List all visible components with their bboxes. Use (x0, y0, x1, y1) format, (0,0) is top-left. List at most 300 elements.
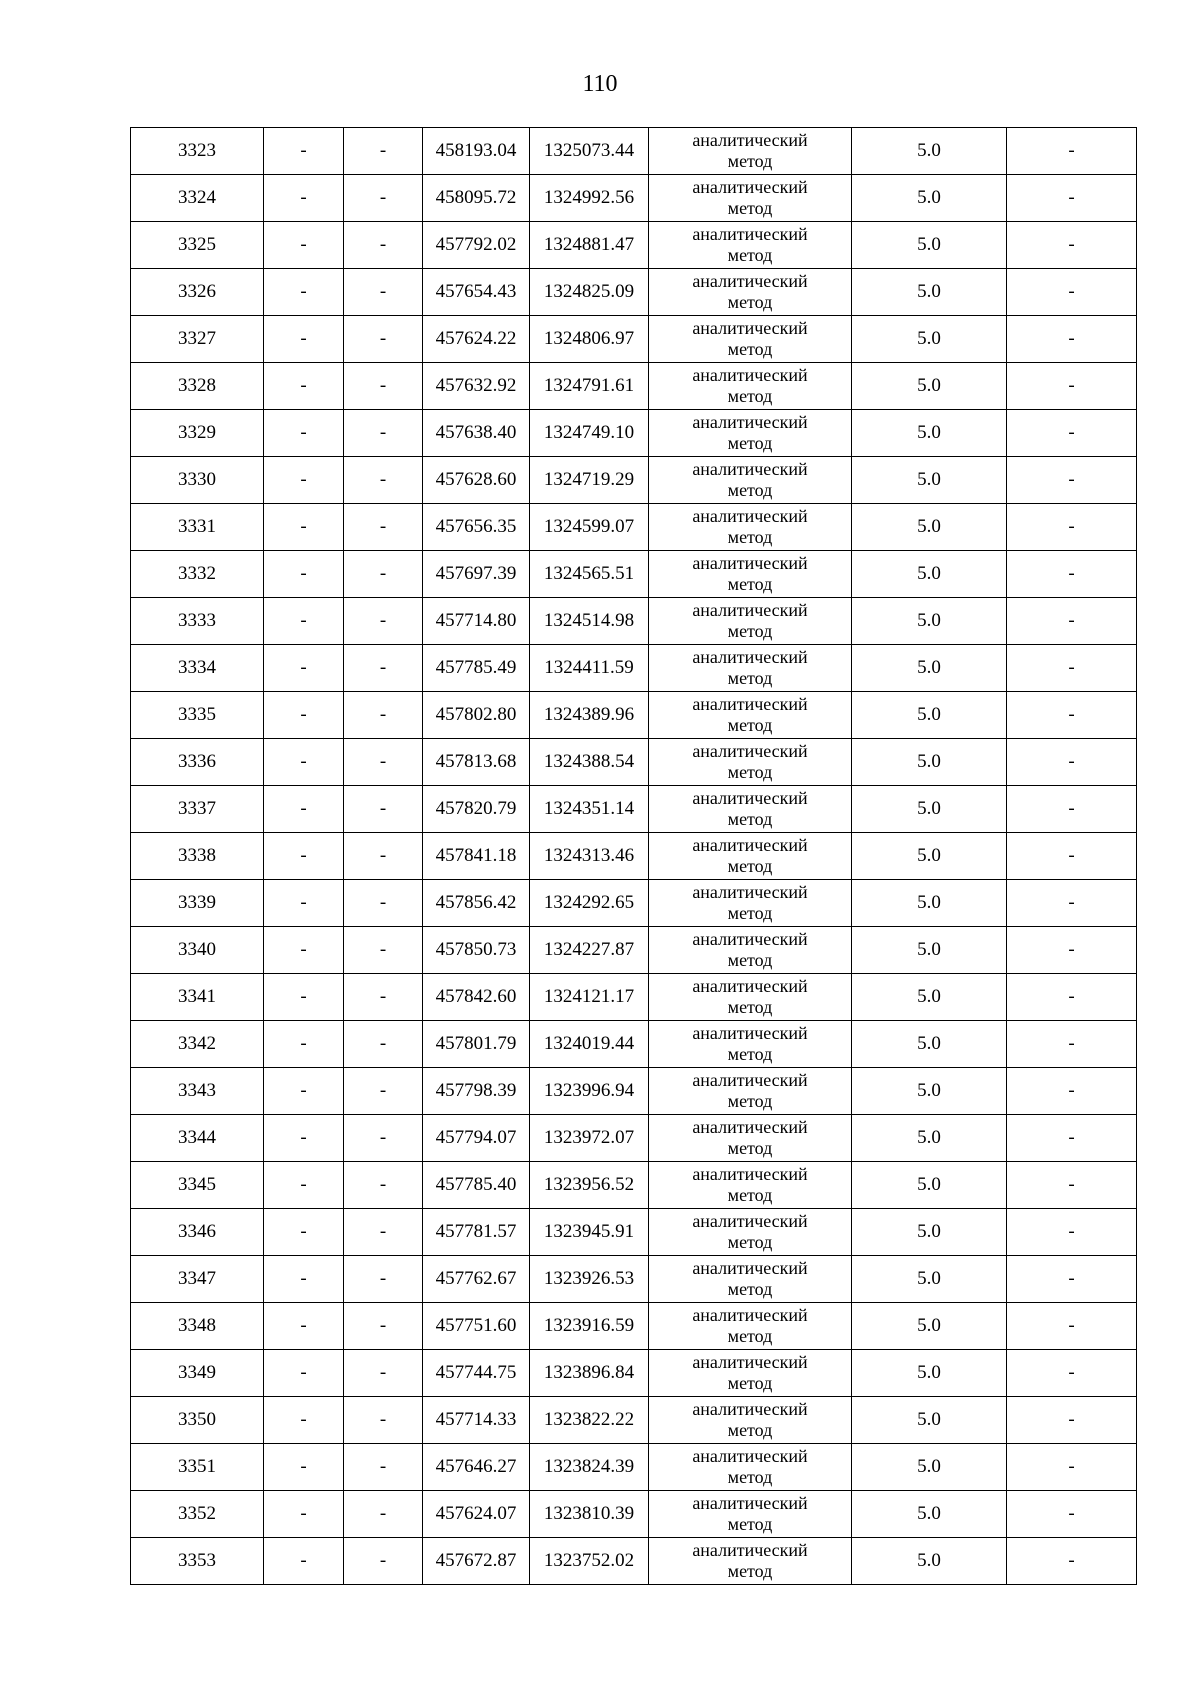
method-line-2: метод (727, 1420, 773, 1440)
table-row (131, 1209, 1137, 1256)
empty-cell: - (1007, 1209, 1137, 1256)
empty-cell: - (264, 1444, 344, 1491)
table-row (131, 1115, 1137, 1162)
x-coordinate-cell: 457656.35 (423, 504, 530, 551)
y-coordinate-cell: 1324881.47 (530, 222, 649, 269)
empty-cell: - (1007, 504, 1137, 551)
method-line-2: метод (727, 1514, 773, 1534)
method-line-1: аналитический (692, 1305, 808, 1325)
method-line-2: метод (727, 1232, 773, 1252)
method-line-1: аналитический (692, 788, 808, 808)
method-line-1: аналитический (692, 553, 808, 573)
method-cell (649, 1162, 852, 1209)
method-line-2: метод (727, 386, 773, 406)
empty-cell: - (344, 551, 423, 598)
x-coordinate-cell: 457638.40 (423, 410, 530, 457)
y-coordinate-cell: 1324121.17 (530, 974, 649, 1021)
method-cell (649, 833, 852, 880)
empty-cell: - (344, 692, 423, 739)
point-number-cell: 3347 (131, 1256, 264, 1303)
empty-cell: - (264, 1209, 344, 1256)
method-line-1: аналитический (692, 694, 808, 714)
point-number-cell: 3344 (131, 1115, 264, 1162)
x-coordinate-cell: 457792.02 (423, 222, 530, 269)
x-coordinate-cell: 457762.67 (423, 1256, 530, 1303)
method-cell (649, 739, 852, 786)
accuracy-cell: 5.0 (852, 1350, 1007, 1397)
method-line-1: аналитический (692, 1070, 808, 1090)
method-line-1: аналитический (692, 1258, 808, 1278)
x-coordinate-cell: 457624.22 (423, 316, 530, 363)
y-coordinate-cell: 1323896.84 (530, 1350, 649, 1397)
y-coordinate-cell: 1324719.29 (530, 457, 649, 504)
empty-cell: - (264, 1303, 344, 1350)
x-coordinate-cell: 457697.39 (423, 551, 530, 598)
empty-cell: - (344, 316, 423, 363)
method-line-1: аналитический (692, 882, 808, 902)
x-coordinate-cell: 457798.39 (423, 1068, 530, 1115)
x-coordinate-cell: 457842.60 (423, 974, 530, 1021)
method-line-2: метод (727, 1091, 773, 1111)
point-number-cell: 3330 (131, 457, 264, 504)
y-coordinate-cell: 1323752.02 (530, 1538, 649, 1585)
method-cell (649, 1209, 852, 1256)
point-number-cell: 3327 (131, 316, 264, 363)
empty-cell: - (344, 457, 423, 504)
empty-cell: - (344, 1115, 423, 1162)
empty-cell: - (344, 880, 423, 927)
point-number-cell: 3328 (131, 363, 264, 410)
method-line-1: аналитический (692, 741, 808, 761)
table-row (131, 739, 1137, 786)
method-cell (649, 1068, 852, 1115)
point-number-cell: 3348 (131, 1303, 264, 1350)
table-row (131, 1350, 1137, 1397)
empty-cell: - (344, 1397, 423, 1444)
method-line-1: аналитический (692, 1023, 808, 1043)
method-cell (649, 1021, 852, 1068)
empty-cell: - (264, 833, 344, 880)
y-coordinate-cell: 1324411.59 (530, 645, 649, 692)
method-cell (649, 1397, 852, 1444)
method-cell (649, 645, 852, 692)
method-line-2: метод (727, 433, 773, 453)
empty-cell: - (1007, 598, 1137, 645)
table-row (131, 1021, 1137, 1068)
point-number-cell: 3342 (131, 1021, 264, 1068)
method-cell (649, 1491, 852, 1538)
method-line-2: метод (727, 997, 773, 1017)
table-row (131, 1491, 1137, 1538)
table-row (131, 598, 1137, 645)
y-coordinate-cell: 1324992.56 (530, 175, 649, 222)
point-number-cell: 3343 (131, 1068, 264, 1115)
empty-cell: - (344, 1444, 423, 1491)
empty-cell: - (264, 1021, 344, 1068)
x-coordinate-cell: 457714.33 (423, 1397, 530, 1444)
y-coordinate-cell: 1323822.22 (530, 1397, 649, 1444)
empty-cell: - (344, 1068, 423, 1115)
method-line-1: аналитический (692, 1211, 808, 1231)
empty-cell: - (264, 739, 344, 786)
y-coordinate-cell: 1324313.46 (530, 833, 649, 880)
method-line-1: аналитический (692, 647, 808, 667)
method-cell (649, 974, 852, 1021)
table-row (131, 410, 1137, 457)
empty-cell: - (1007, 786, 1137, 833)
accuracy-cell: 5.0 (852, 786, 1007, 833)
y-coordinate-cell: 1323972.07 (530, 1115, 649, 1162)
x-coordinate-cell: 457744.75 (423, 1350, 530, 1397)
empty-cell: - (1007, 739, 1137, 786)
accuracy-cell: 5.0 (852, 457, 1007, 504)
x-coordinate-cell: 458095.72 (423, 175, 530, 222)
y-coordinate-cell: 1324791.61 (530, 363, 649, 410)
empty-cell: - (1007, 128, 1137, 175)
empty-cell: - (344, 128, 423, 175)
point-number-cell: 3333 (131, 598, 264, 645)
method-cell (649, 692, 852, 739)
accuracy-cell: 5.0 (852, 739, 1007, 786)
point-number-cell: 3346 (131, 1209, 264, 1256)
empty-cell: - (264, 363, 344, 410)
accuracy-cell: 5.0 (852, 974, 1007, 1021)
table-row (131, 786, 1137, 833)
empty-cell: - (1007, 1303, 1137, 1350)
empty-cell: - (1007, 1162, 1137, 1209)
empty-cell: - (1007, 1444, 1137, 1491)
method-line-1: аналитический (692, 929, 808, 949)
empty-cell: - (1007, 833, 1137, 880)
empty-cell: - (1007, 269, 1137, 316)
accuracy-cell: 5.0 (852, 128, 1007, 175)
empty-cell: - (264, 269, 344, 316)
method-cell (649, 1115, 852, 1162)
accuracy-cell: 5.0 (852, 1491, 1007, 1538)
empty-cell: - (264, 974, 344, 1021)
empty-cell: - (344, 1162, 423, 1209)
method-line-2: метод (727, 903, 773, 923)
x-coordinate-cell: 457813.68 (423, 739, 530, 786)
x-coordinate-cell: 457850.73 (423, 927, 530, 974)
method-cell (649, 1256, 852, 1303)
empty-cell: - (264, 1068, 344, 1115)
empty-cell: - (264, 786, 344, 833)
method-line-2: метод (727, 1561, 773, 1581)
y-coordinate-cell: 1324351.14 (530, 786, 649, 833)
point-number-cell: 3345 (131, 1162, 264, 1209)
method-cell (649, 551, 852, 598)
point-number-cell: 3336 (131, 739, 264, 786)
x-coordinate-cell: 457751.60 (423, 1303, 530, 1350)
method-line-1: аналитический (692, 365, 808, 385)
x-coordinate-cell: 457714.80 (423, 598, 530, 645)
empty-cell: - (344, 1491, 423, 1538)
accuracy-cell: 5.0 (852, 1162, 1007, 1209)
accuracy-cell: 5.0 (852, 1538, 1007, 1585)
empty-cell: - (1007, 1538, 1137, 1585)
x-coordinate-cell: 457841.18 (423, 833, 530, 880)
empty-cell: - (264, 880, 344, 927)
method-line-1: аналитический (692, 271, 808, 291)
method-cell (649, 316, 852, 363)
accuracy-cell: 5.0 (852, 927, 1007, 974)
point-number-cell: 3340 (131, 927, 264, 974)
accuracy-cell: 5.0 (852, 1397, 1007, 1444)
method-line-1: аналитический (692, 318, 808, 338)
y-coordinate-cell: 1324389.96 (530, 692, 649, 739)
method-line-2: метод (727, 856, 773, 876)
empty-cell: - (344, 175, 423, 222)
accuracy-cell: 5.0 (852, 1068, 1007, 1115)
empty-cell: - (264, 1162, 344, 1209)
empty-cell: - (344, 1209, 423, 1256)
point-number-cell: 3326 (131, 269, 264, 316)
method-cell (649, 175, 852, 222)
method-cell (649, 880, 852, 927)
point-number-cell: 3334 (131, 645, 264, 692)
empty-cell: - (264, 222, 344, 269)
empty-cell: - (264, 1538, 344, 1585)
method-line-1: аналитический (692, 506, 808, 526)
empty-cell: - (1007, 175, 1137, 222)
empty-cell: - (344, 1350, 423, 1397)
method-line-2: метод (727, 245, 773, 265)
method-line-2: метод (727, 1185, 773, 1205)
empty-cell: - (1007, 974, 1137, 1021)
method-line-2: метод (727, 715, 773, 735)
empty-cell: - (344, 1303, 423, 1350)
x-coordinate-cell: 457802.80 (423, 692, 530, 739)
method-cell (649, 457, 852, 504)
empty-cell: - (1007, 645, 1137, 692)
y-coordinate-cell: 1324227.87 (530, 927, 649, 974)
empty-cell: - (1007, 692, 1137, 739)
point-number-cell: 3324 (131, 175, 264, 222)
method-line-1: аналитический (692, 412, 808, 432)
table-row (131, 316, 1137, 363)
empty-cell: - (1007, 1256, 1137, 1303)
accuracy-cell: 5.0 (852, 551, 1007, 598)
table-row (131, 363, 1137, 410)
method-line-1: аналитический (692, 1540, 808, 1560)
table-row (131, 1444, 1137, 1491)
method-line-1: аналитический (692, 130, 808, 150)
accuracy-cell: 5.0 (852, 1209, 1007, 1256)
x-coordinate-cell: 457856.42 (423, 880, 530, 927)
point-number-cell: 3329 (131, 410, 264, 457)
empty-cell: - (264, 1115, 344, 1162)
empty-cell: - (1007, 457, 1137, 504)
point-number-cell: 3349 (131, 1350, 264, 1397)
method-line-2: метод (727, 574, 773, 594)
empty-cell: - (344, 645, 423, 692)
y-coordinate-cell: 1324806.97 (530, 316, 649, 363)
y-coordinate-cell: 1323824.39 (530, 1444, 649, 1491)
y-coordinate-cell: 1323996.94 (530, 1068, 649, 1115)
method-line-2: метод (727, 809, 773, 829)
empty-cell: - (344, 222, 423, 269)
empty-cell: - (264, 1256, 344, 1303)
accuracy-cell: 5.0 (852, 269, 1007, 316)
y-coordinate-cell: 1324749.10 (530, 410, 649, 457)
empty-cell: - (264, 410, 344, 457)
point-number-cell: 3335 (131, 692, 264, 739)
x-coordinate-cell: 457785.40 (423, 1162, 530, 1209)
accuracy-cell: 5.0 (852, 222, 1007, 269)
accuracy-cell: 5.0 (852, 598, 1007, 645)
method-cell (649, 786, 852, 833)
empty-cell: - (264, 128, 344, 175)
table-row (131, 692, 1137, 739)
empty-cell: - (1007, 316, 1137, 363)
point-number-cell: 3353 (131, 1538, 264, 1585)
empty-cell: - (264, 1397, 344, 1444)
table-row (131, 175, 1137, 222)
method-line-1: аналитический (692, 1493, 808, 1513)
empty-cell: - (344, 363, 423, 410)
y-coordinate-cell: 1324388.54 (530, 739, 649, 786)
method-line-2: метод (727, 1138, 773, 1158)
accuracy-cell: 5.0 (852, 316, 1007, 363)
table-row (131, 1538, 1137, 1585)
method-line-2: метод (727, 480, 773, 500)
x-coordinate-cell: 457785.49 (423, 645, 530, 692)
accuracy-cell: 5.0 (852, 504, 1007, 551)
y-coordinate-cell: 1325073.44 (530, 128, 649, 175)
method-line-2: метод (727, 1326, 773, 1346)
x-coordinate-cell: 457672.87 (423, 1538, 530, 1585)
table-row (131, 551, 1137, 598)
x-coordinate-cell: 457801.79 (423, 1021, 530, 1068)
accuracy-cell: 5.0 (852, 1256, 1007, 1303)
y-coordinate-cell: 1324565.51 (530, 551, 649, 598)
point-number-cell: 3323 (131, 128, 264, 175)
y-coordinate-cell: 1323916.59 (530, 1303, 649, 1350)
empty-cell: - (1007, 880, 1137, 927)
accuracy-cell: 5.0 (852, 410, 1007, 457)
table-row (131, 974, 1137, 1021)
method-line-2: метод (727, 668, 773, 688)
accuracy-cell: 5.0 (852, 833, 1007, 880)
method-line-2: метод (727, 1373, 773, 1393)
method-line-2: метод (727, 198, 773, 218)
method-cell (649, 222, 852, 269)
table-row (131, 1303, 1137, 1350)
table-row (131, 222, 1137, 269)
method-line-1: аналитический (692, 1399, 808, 1419)
accuracy-cell: 5.0 (852, 645, 1007, 692)
method-line-1: аналитический (692, 976, 808, 996)
x-coordinate-cell: 457794.07 (423, 1115, 530, 1162)
table-row (131, 927, 1137, 974)
table-body (131, 128, 1137, 1585)
method-line-1: аналитический (692, 835, 808, 855)
point-number-cell: 3338 (131, 833, 264, 880)
y-coordinate-cell: 1324514.98 (530, 598, 649, 645)
x-coordinate-cell: 457646.27 (423, 1444, 530, 1491)
empty-cell: - (344, 974, 423, 1021)
empty-cell: - (344, 927, 423, 974)
method-line-1: аналитический (692, 177, 808, 197)
empty-cell: - (1007, 363, 1137, 410)
empty-cell: - (344, 598, 423, 645)
point-number-cell: 3331 (131, 504, 264, 551)
method-cell (649, 504, 852, 551)
empty-cell: - (264, 1350, 344, 1397)
method-line-1: аналитический (692, 459, 808, 479)
table-row (131, 833, 1137, 880)
method-line-1: аналитический (692, 1117, 808, 1137)
x-coordinate-cell: 457632.92 (423, 363, 530, 410)
table-row (131, 645, 1137, 692)
point-number-cell: 3341 (131, 974, 264, 1021)
method-line-2: метод (727, 950, 773, 970)
empty-cell: - (1007, 410, 1137, 457)
empty-cell: - (344, 504, 423, 551)
y-coordinate-cell: 1324019.44 (530, 1021, 649, 1068)
method-cell (649, 363, 852, 410)
table-row (131, 457, 1137, 504)
empty-cell: - (264, 598, 344, 645)
method-cell (649, 410, 852, 457)
method-line-1: аналитический (692, 1352, 808, 1372)
empty-cell: - (1007, 1021, 1137, 1068)
y-coordinate-cell: 1324599.07 (530, 504, 649, 551)
y-coordinate-cell: 1323945.91 (530, 1209, 649, 1256)
empty-cell: - (344, 1021, 423, 1068)
table-row (131, 1068, 1137, 1115)
empty-cell: - (344, 269, 423, 316)
method-line-2: метод (727, 339, 773, 359)
method-line-2: метод (727, 762, 773, 782)
empty-cell: - (344, 739, 423, 786)
method-line-1: аналитический (692, 1446, 808, 1466)
empty-cell: - (1007, 1068, 1137, 1115)
method-cell (649, 269, 852, 316)
accuracy-cell: 5.0 (852, 1444, 1007, 1491)
empty-cell: - (264, 1491, 344, 1538)
method-cell (649, 927, 852, 974)
empty-cell: - (264, 692, 344, 739)
point-number-cell: 3352 (131, 1491, 264, 1538)
method-line-2: метод (727, 621, 773, 641)
empty-cell: - (1007, 927, 1137, 974)
point-number-cell: 3332 (131, 551, 264, 598)
method-line-2: метод (727, 1467, 773, 1487)
empty-cell: - (1007, 1397, 1137, 1444)
accuracy-cell: 5.0 (852, 1115, 1007, 1162)
table-row (131, 128, 1137, 175)
x-coordinate-cell: 457781.57 (423, 1209, 530, 1256)
method-line-2: метод (727, 1044, 773, 1064)
point-number-cell: 3351 (131, 1444, 264, 1491)
x-coordinate-cell: 458193.04 (423, 128, 530, 175)
method-line-1: аналитический (692, 1164, 808, 1184)
y-coordinate-cell: 1323956.52 (530, 1162, 649, 1209)
y-coordinate-cell: 1324825.09 (530, 269, 649, 316)
empty-cell: - (344, 833, 423, 880)
table-row (131, 504, 1137, 551)
point-number-cell: 3339 (131, 880, 264, 927)
point-number-cell: 3337 (131, 786, 264, 833)
table-row (131, 880, 1137, 927)
page-number: 110 (582, 71, 618, 97)
method-line-2: метод (727, 1279, 773, 1299)
y-coordinate-cell: 1323810.39 (530, 1491, 649, 1538)
accuracy-cell: 5.0 (852, 175, 1007, 222)
coordinates-table (130, 127, 1137, 1585)
